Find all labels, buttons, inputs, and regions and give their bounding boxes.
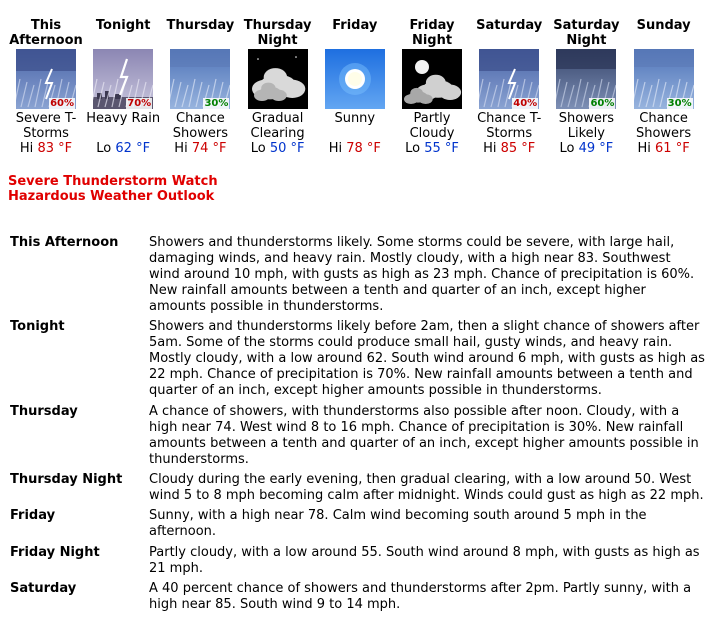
temp-value: 83 °F — [37, 141, 73, 156]
temperature — [85, 141, 161, 156]
temp-label: Hi — [328, 141, 343, 156]
night-cloudy-icon[interactable] — [248, 49, 308, 109]
forecast-period — [394, 18, 470, 156]
temp-value: 50 °F — [269, 141, 305, 156]
temperature — [317, 141, 393, 156]
temp-value: 78 °F — [346, 141, 381, 156]
precip-chance: 60% — [590, 98, 615, 109]
period-name: Friday — [332, 18, 378, 33]
period-name: Tonight — [95, 18, 151, 33]
forecast-period — [8, 18, 84, 156]
thunderstorm-icon[interactable] — [16, 49, 76, 109]
period-name: Saturday — [476, 18, 543, 33]
forecast-row-text: Cloudy during the early evening, then gradual clearing, with a low around 50. West wind 5 to 8 mph becoming calm after midnight. Winds could gust as high as 22 mph. — [149, 472, 704, 503]
short-description: Chance Showers — [172, 111, 228, 141]
temp-value: 61 °F — [655, 141, 690, 156]
forecast-period — [548, 18, 624, 156]
forecast-row-text: Partly cloudy, with a low around 55. South wind around 8 mph, with gusts as high as 21 mph. — [149, 545, 700, 576]
precip-chance: 70% — [127, 98, 152, 109]
temp-label: Hi — [637, 141, 651, 156]
precip-chance: 40% — [513, 98, 538, 109]
forecast-period — [240, 18, 316, 156]
temp-label: Hi — [483, 141, 497, 156]
forecast-period — [471, 18, 547, 156]
night-partly-cloudy-icon[interactable] — [402, 49, 462, 109]
forecast-row-label: Friday — [10, 508, 56, 523]
temperature — [240, 141, 316, 156]
temp-label: Lo — [250, 141, 266, 156]
forecast-row-label: Thursday — [10, 404, 78, 419]
short-description: Heavy Rain — [86, 111, 161, 126]
severe-thunderstorm-watch-link[interactable]: Severe Thunderstorm Watch — [8, 174, 218, 189]
temp-label: Lo — [96, 141, 112, 156]
temp-label: Lo — [559, 141, 575, 156]
precip-chance: 30% — [204, 98, 229, 109]
temperature — [8, 141, 84, 156]
temp-label: Hi — [19, 141, 34, 156]
short-description: Gradual Clearing — [250, 111, 305, 141]
short-description: Sunny — [334, 111, 376, 126]
temp-value: 62 °F — [115, 141, 151, 156]
short-description: Severe T-Storms — [15, 111, 77, 141]
temp-value: 74 °F — [191, 141, 227, 156]
temperature — [394, 141, 470, 156]
forecast-row-label: This Afternoon — [10, 235, 119, 250]
forecast-row-label: Tonight — [10, 319, 65, 334]
precip-chance: 30% — [667, 98, 692, 109]
temperature — [626, 141, 702, 156]
showers-icon[interactable] — [634, 49, 694, 109]
forecast-row-label: Saturday — [10, 581, 77, 596]
short-description: Chance T-Storms — [477, 111, 542, 141]
forecast-period — [162, 18, 238, 156]
sunny-icon[interactable] — [325, 49, 385, 109]
period-name: Thursday Night — [243, 18, 312, 48]
forecast-row-text: Showers and thunderstorms likely before 2am, then a slight chance of showers after 5am. Some of the storms could produce small hail, gusty winds, and heavy rain. Mostly cloudy, with a low around 62. South wind around 6 mph, with gusts as high as 22 mph. Chance of precipitation is 70%. New rainfall amounts between a tenth and quarter of an inch, except higher amounts possible in thunderstorms. — [149, 319, 705, 398]
showers-icon[interactable] — [170, 49, 230, 109]
short-description: Showers Likely — [558, 111, 614, 141]
forecast-row-text: A 40 percent chance of showers and thunderstorms after 2pm. Partly sunny, with a high near 85. South wind 9 to 14 mph. — [149, 581, 692, 612]
forecast-period — [85, 18, 161, 156]
temp-value: 85 °F — [500, 141, 536, 156]
hazard-alerts — [8, 174, 218, 204]
temp-label: Hi — [174, 141, 188, 156]
temp-label: Lo — [405, 141, 421, 156]
period-name: Sunday — [636, 18, 691, 33]
forecast-row-label: Friday Night — [10, 545, 100, 560]
temp-value: 49 °F — [578, 141, 614, 156]
night-lightning-icon[interactable] — [93, 49, 153, 109]
period-name: Saturday Night — [553, 18, 620, 48]
thunderstorm-icon[interactable] — [479, 49, 539, 109]
forecast-row-label: Thursday Night — [10, 472, 123, 487]
temperature — [162, 141, 238, 156]
temp-value: 55 °F — [424, 141, 459, 156]
period-name: Friday Night — [409, 18, 455, 48]
temperature — [471, 141, 547, 156]
forecast-period — [317, 18, 393, 156]
forecast-row-text: Showers and thunderstorms likely. Some storms could be severe, with large hail, damaging winds, and heavy rain. Mostly cloudy, with a high near 83. Southwest wind around 10 mph, with gusts as high as 23 mph. Chance of precipitation is 60%. New rainfall amounts between a tenth and quarter of an inch, except higher amounts possible in thunderstorms. — [149, 235, 695, 314]
precip-chance: 60% — [50, 98, 74, 109]
short-description: Chance Showers — [635, 111, 692, 141]
seven-day-forecast-strip — [8, 18, 708, 158]
night-showers-icon[interactable] — [556, 49, 616, 109]
period-name: This Afternoon — [9, 18, 83, 48]
temperature — [548, 141, 624, 156]
period-name: Thursday — [166, 18, 235, 33]
forecast-row-text: Sunny, with a high near 78. Calm wind becoming south around 5 mph in the afternoon. — [149, 508, 647, 539]
short-description: Partly Cloudy — [409, 111, 455, 141]
forecast-row-text: A chance of showers, with thunderstorms also possible after noon. Cloudy, with a high near 74. West wind 8 to 16 mph. Chance of precipitation is 30%. New rainfall amounts between a tenth and quarter of an inch, except higher amounts possible in thunderstorms. — [149, 404, 699, 467]
hazardous-weather-outlook-link[interactable]: Hazardous Weather Outlook — [8, 189, 215, 204]
forecast-period — [626, 18, 702, 156]
